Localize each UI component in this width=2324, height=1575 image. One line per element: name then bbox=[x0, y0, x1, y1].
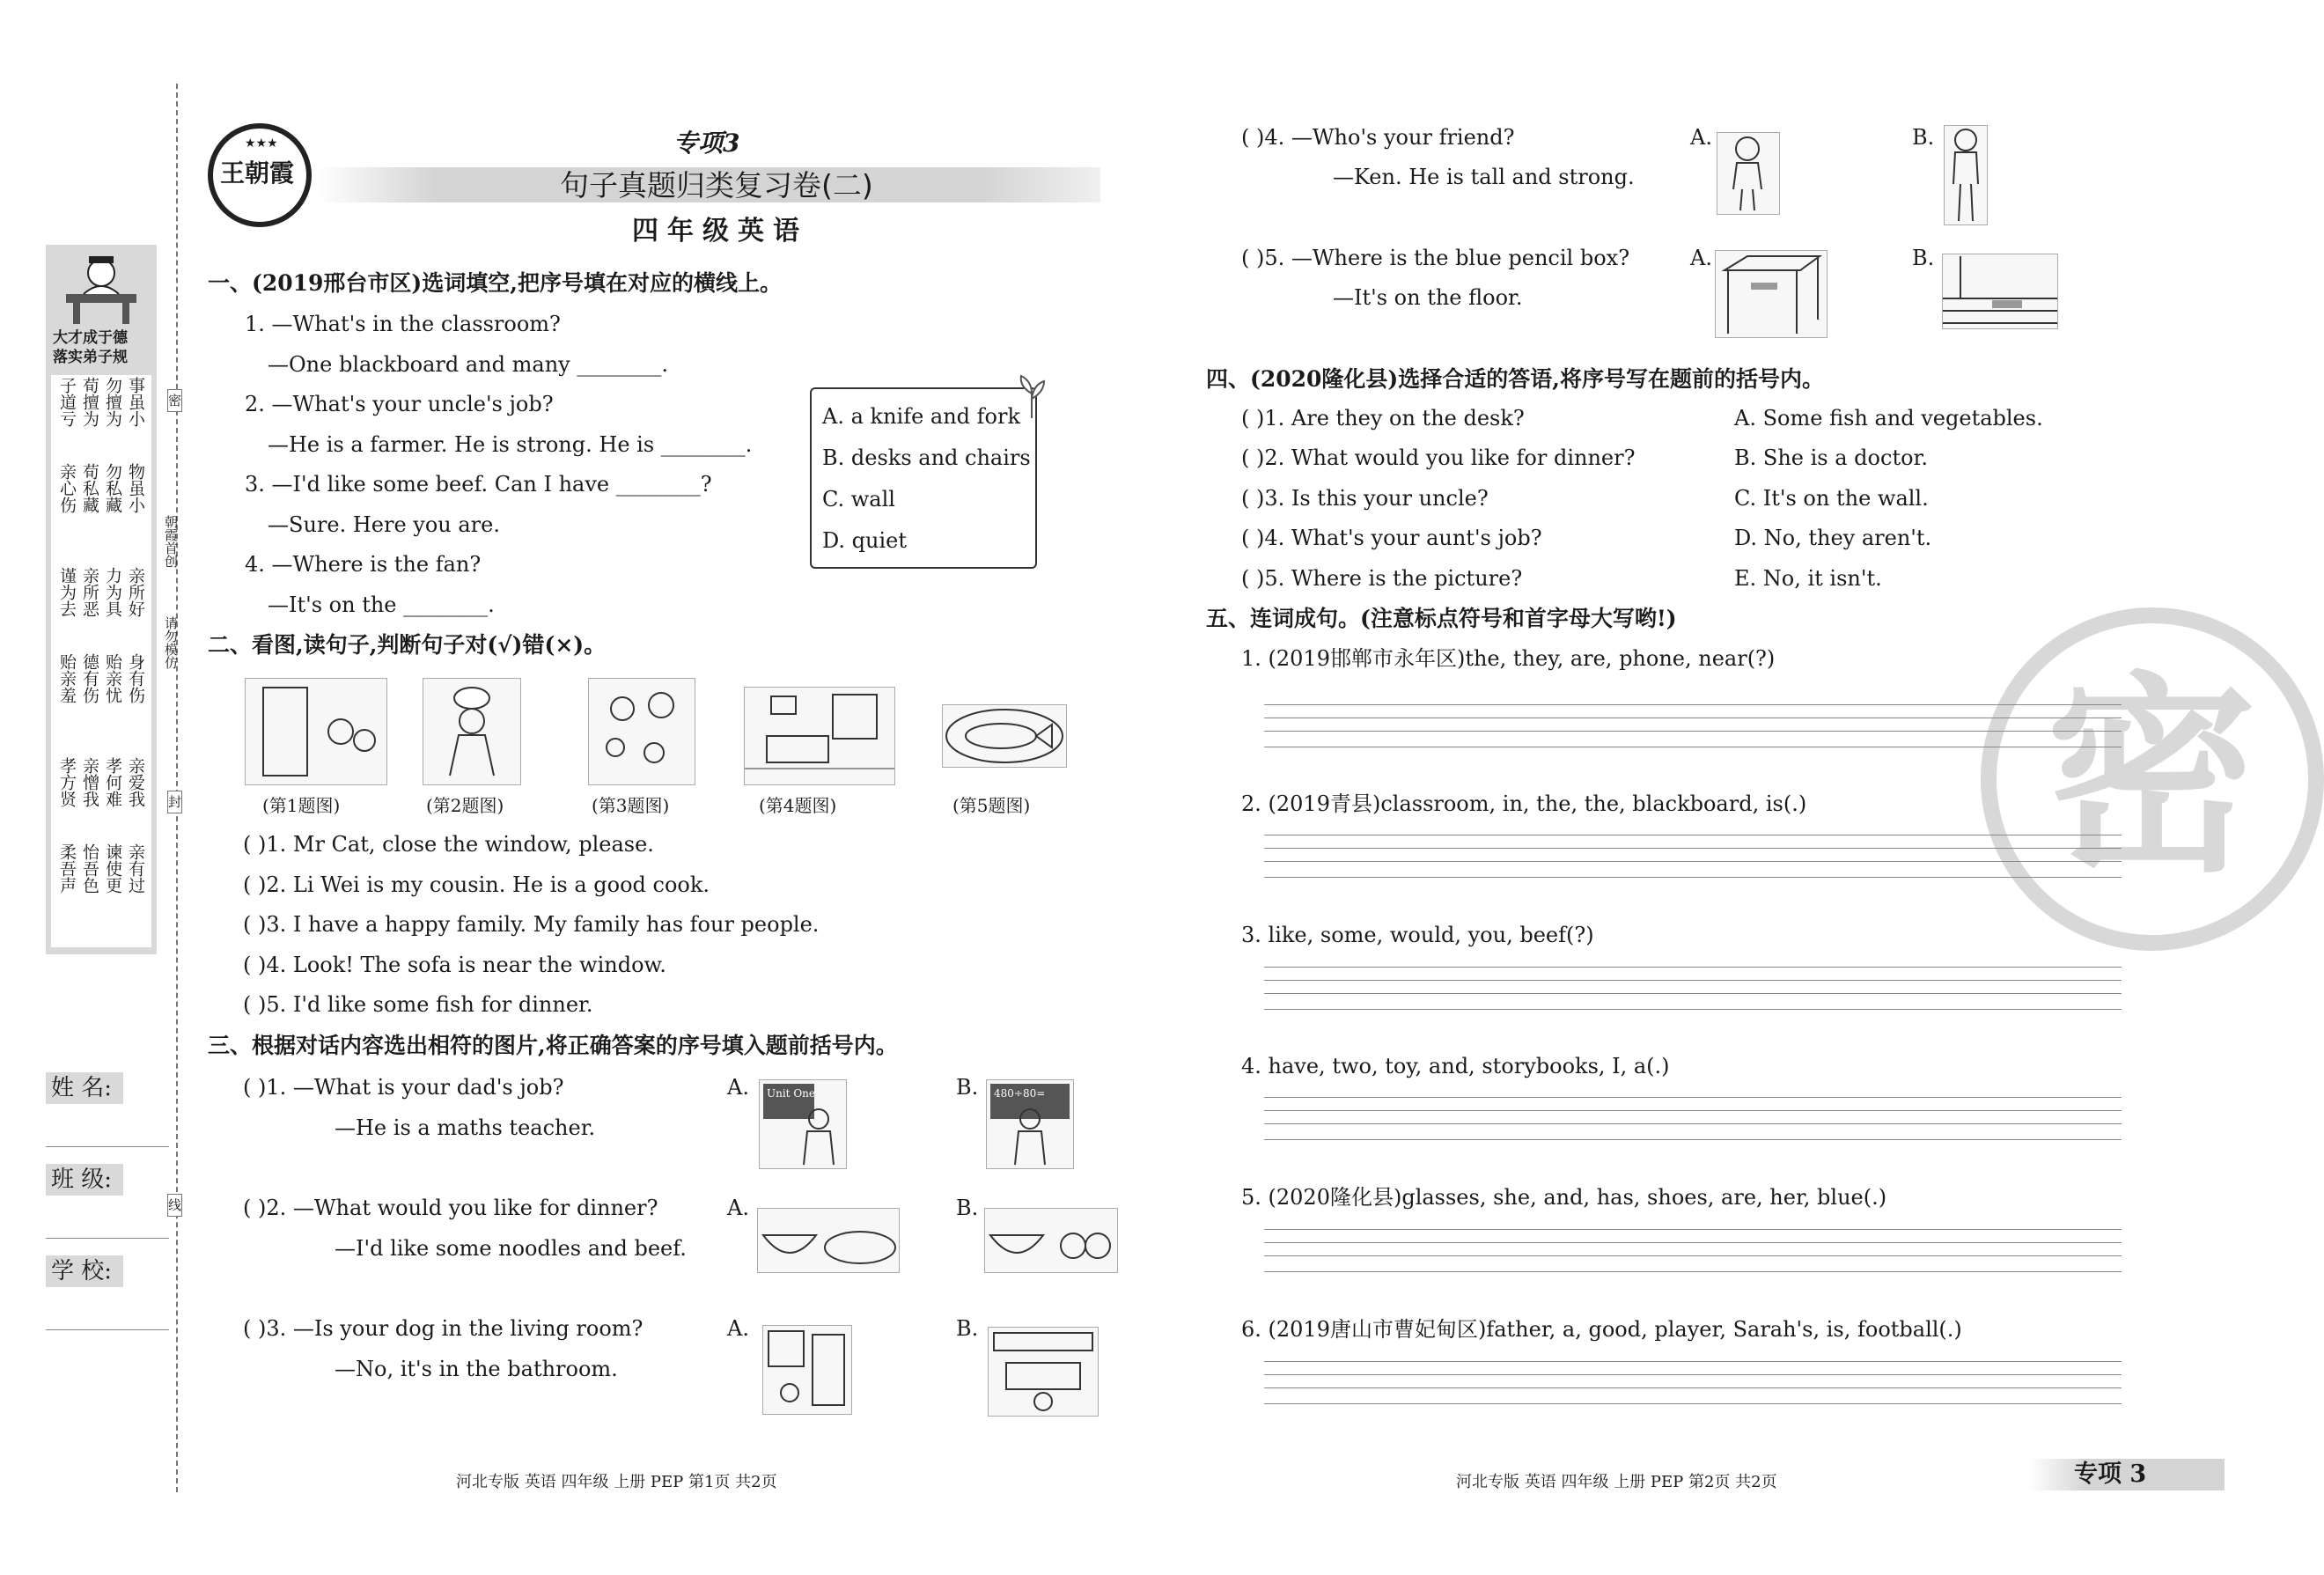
word-bank-option: A. a knife and fork bbox=[822, 404, 1021, 429]
leaf-icon bbox=[1016, 374, 1048, 418]
word-bank-option: D. quiet bbox=[822, 528, 907, 553]
s1-line: 4. —Where is the fan? bbox=[245, 552, 482, 577]
logo-stars: ★★★ bbox=[245, 136, 278, 151]
answer-line[interactable] bbox=[1264, 1123, 2122, 1124]
picture-caption: (第2题图) bbox=[426, 795, 504, 816]
s1-line: 2. —What's your uncle's job? bbox=[245, 392, 554, 416]
answer-line[interactable] bbox=[1264, 993, 2122, 994]
poem-column: 孝何难 bbox=[103, 757, 122, 807]
section3-heading: 三、根据对话内容选出相符的图片,将正确答案的序号填入题前括号内。 bbox=[208, 1033, 898, 1058]
answer-line[interactable] bbox=[1264, 731, 2122, 732]
answer-line[interactable] bbox=[1264, 1139, 2122, 1140]
poem-column: 勿私藏 bbox=[103, 463, 122, 513]
poem-column: 子道亏 bbox=[57, 377, 77, 427]
poem-column: 亲所恶 bbox=[80, 567, 99, 617]
s4-answer: C. It's on the wall. bbox=[1734, 486, 1929, 511]
section4-heading: 四、(2020隆化县)选择合适的答语,将序号写在题前的括号内。 bbox=[1206, 366, 1824, 392]
notice-text: 朝霞首创 bbox=[163, 515, 179, 568]
s3-option-label: B. bbox=[956, 1196, 979, 1220]
poem-column: 谨为去 bbox=[57, 567, 77, 617]
poem-column: 柔吾声 bbox=[57, 843, 77, 894]
s3-answer: —Ken. He is tall and strong. bbox=[1333, 165, 1635, 189]
poem-column: 力为具 bbox=[103, 567, 122, 617]
answer-line[interactable] bbox=[1264, 1009, 2122, 1010]
poem-column: 亲心伤 bbox=[57, 463, 77, 513]
answer-line[interactable] bbox=[1264, 1271, 2122, 1272]
s3-option-label: A. bbox=[727, 1316, 749, 1341]
footer-right: 河北专版 英语 四年级 上册 PEP 第2页 共2页 bbox=[1456, 1473, 1777, 1491]
s1-line: 3. —I'd like some beef. Can I have ________? bbox=[245, 472, 712, 497]
rice-and-fish-picture[interactable] bbox=[757, 1208, 900, 1273]
answer-line[interactable] bbox=[1264, 1403, 2122, 1404]
answer-line[interactable] bbox=[1264, 1229, 2122, 1230]
logo-text: 王朝霞 bbox=[220, 158, 295, 188]
board-text: 480÷80= bbox=[994, 1087, 1046, 1100]
tall-boy-picture[interactable] bbox=[1944, 125, 1988, 225]
section1-heading: 一、(2019邢台市区)选词填空,把序号填在对应的横线上。 bbox=[208, 270, 782, 296]
word-bank-option: C. wall bbox=[822, 487, 895, 512]
sidebar-motto-panel bbox=[46, 245, 157, 954]
sidebar-motto-line: 落实弟子规 bbox=[53, 349, 128, 366]
s4-answer: E. No, it isn't. bbox=[1734, 566, 1882, 591]
fish-dish-picture bbox=[942, 704, 1067, 768]
answer-line[interactable] bbox=[1264, 704, 2122, 705]
s4-answer: B. She is a doctor. bbox=[1734, 445, 1928, 470]
poem-column: 贻亲忧 bbox=[103, 653, 122, 703]
poem-column: 怡吾色 bbox=[80, 843, 99, 894]
notice-text: 请勿模仿 bbox=[163, 616, 179, 669]
s1-line: 1. —What's in the classroom? bbox=[245, 312, 561, 336]
binding-dashed-line bbox=[176, 84, 178, 1492]
footer-left: 河北专版 英语 四年级 上册 PEP 第1页 共2页 bbox=[456, 1473, 777, 1491]
answer-line[interactable] bbox=[1264, 1255, 2122, 1256]
sidebar-motto-line: 大才成于德 bbox=[53, 329, 128, 347]
sidebar-poem bbox=[53, 377, 151, 949]
main-title: 句子真题归类复习卷(二) bbox=[560, 168, 873, 202]
s3-answer: —It's on the floor. bbox=[1333, 285, 1523, 310]
poem-column: 勿擅为 bbox=[103, 377, 122, 427]
answer-line[interactable] bbox=[1264, 1110, 2122, 1111]
logo-badge bbox=[208, 123, 312, 227]
s3-option-label: B. bbox=[1912, 246, 1935, 270]
family-picture bbox=[588, 678, 695, 785]
s1-line: —He is a farmer. He is strong. He is ________. bbox=[268, 432, 753, 457]
picture-caption: (第3题图) bbox=[592, 795, 670, 816]
s4-question: ( )5. Where is the picture? bbox=[1241, 566, 1523, 591]
section5-heading: 五、连词成句。(注意标点符号和首字母大写哟!) bbox=[1206, 606, 1677, 631]
s5-item: 2. (2019青县)classroom, in, the, the, blackboard, is(.) bbox=[1241, 791, 1807, 816]
answer-line[interactable] bbox=[1264, 1361, 2122, 1362]
subtitle: 四年级英语 bbox=[632, 216, 808, 247]
s2-item: ( )2. Li Wei is my cousin. He is a good cook. bbox=[243, 872, 710, 897]
s4-question: ( )2. What would you like for dinner? bbox=[1241, 445, 1636, 470]
s5-item: 6. (2019唐山市曹妃甸区)father, a, good, player, Sarah's, is, football(.) bbox=[1241, 1317, 1962, 1342]
s2-item: ( )3. I have a happy family. My family has four people. bbox=[243, 912, 820, 937]
answer-line[interactable] bbox=[1264, 1242, 2122, 1243]
s4-question: ( )1. Are they on the desk? bbox=[1241, 406, 1525, 431]
poem-column: 身有伤 bbox=[126, 653, 145, 703]
s3-answer: —I'd like some noodles and beef. bbox=[335, 1236, 687, 1261]
poem-column: 荀擅为 bbox=[80, 377, 99, 427]
s4-question: ( )4. What's your aunt's job? bbox=[1241, 526, 1542, 550]
s3-option-label: A. bbox=[1690, 246, 1712, 270]
s2-item: ( )4. Look! The sofa is near the window. bbox=[243, 953, 666, 977]
chef-picture bbox=[423, 678, 521, 785]
word-bank-option: B. desks and chairs bbox=[822, 445, 1031, 470]
name-label-text: 姓 名: bbox=[51, 1075, 113, 1101]
answer-line[interactable] bbox=[1264, 861, 2122, 862]
s2-item: ( )5. I'd like some fish for dinner. bbox=[243, 992, 593, 1017]
class-label-text: 班 级: bbox=[51, 1167, 113, 1193]
s3-question: ( )2. —What would you like for dinner? bbox=[243, 1196, 658, 1220]
cut-mark: 密 bbox=[167, 389, 182, 412]
s3-answer: —No, it's in the bathroom. bbox=[335, 1357, 618, 1381]
cat-at-window-picture bbox=[245, 678, 387, 785]
bathroom-dog-picture[interactable] bbox=[988, 1327, 1099, 1417]
secret-watermark bbox=[1981, 607, 2324, 951]
s5-item: 3. like, some, would, you, beef(?) bbox=[1241, 923, 1594, 947]
s3-question: ( )5. —Where is the blue pencil box? bbox=[1241, 246, 1630, 270]
answer-line[interactable] bbox=[1264, 1387, 2122, 1388]
s1-line: —One blackboard and many ________. bbox=[268, 352, 668, 377]
s3-answer: —He is a maths teacher. bbox=[335, 1115, 596, 1140]
section2-heading: 二、看图,读句子,判断句子对(√)错(×)。 bbox=[208, 632, 607, 658]
poem-column: 亲所好 bbox=[126, 567, 145, 617]
s3-option-label: B. bbox=[956, 1075, 979, 1100]
board-text: Unit One bbox=[767, 1087, 815, 1100]
poem-column: 事虽小 bbox=[126, 377, 145, 427]
cut-mark: 线 bbox=[167, 1194, 182, 1217]
box-on-floor-picture[interactable] bbox=[1942, 254, 2058, 329]
s3-question: ( )1. —What is your dad's job? bbox=[243, 1075, 564, 1100]
s3-option-label: A. bbox=[1690, 125, 1712, 150]
watermark-glyph: 密 bbox=[2046, 654, 2258, 901]
school-field[interactable] bbox=[46, 1329, 169, 1330]
special-label: 专项3 bbox=[673, 129, 740, 158]
answer-line[interactable] bbox=[1264, 877, 2122, 878]
picture-caption: (第4题图) bbox=[759, 795, 837, 816]
living-room-dog-picture[interactable] bbox=[762, 1325, 852, 1415]
poem-column: 谏使更 bbox=[103, 843, 122, 894]
cut-mark: 封 bbox=[167, 791, 182, 813]
living-room-picture bbox=[744, 687, 895, 785]
picture-caption: (第5题图) bbox=[952, 795, 1031, 816]
page-tag: 专项 3 bbox=[2074, 1461, 2147, 1488]
s4-question: ( )3. Is this your uncle? bbox=[1241, 486, 1489, 511]
poem-column: 荀私藏 bbox=[80, 463, 99, 513]
s2-item: ( )1. Mr Cat, close the window, please. bbox=[243, 832, 654, 857]
box-on-desk-picture[interactable] bbox=[1715, 250, 1828, 338]
s5-item: 4. have, two, toy, and, storybooks, I, a(.) bbox=[1241, 1054, 1670, 1078]
name-field[interactable] bbox=[46, 1146, 169, 1147]
answer-line[interactable] bbox=[1264, 967, 2122, 968]
poem-column: 德有伤 bbox=[80, 653, 99, 703]
answer-line[interactable] bbox=[1264, 848, 2122, 849]
poem-column: 贻亲羞 bbox=[57, 653, 77, 703]
s3-question: ( )3. —Is your dog in the living room? bbox=[243, 1316, 644, 1341]
poem-column: 物虽小 bbox=[126, 463, 145, 513]
scholar-illustration bbox=[57, 252, 145, 328]
poem-column: 孝方贤 bbox=[57, 757, 77, 807]
noodles-and-beef-picture[interactable] bbox=[984, 1208, 1118, 1273]
english-teacher-picture[interactable] bbox=[759, 1079, 847, 1169]
s1-line: —Sure. Here you are. bbox=[268, 512, 500, 537]
answer-line[interactable] bbox=[1264, 1097, 2122, 1098]
s5-item: 5. (2020隆化县)glasses, she, and, has, shoes, are, her, blue(.) bbox=[1241, 1185, 1887, 1210]
s1-line: —It's on the ________. bbox=[268, 592, 495, 617]
s3-option-label: B. bbox=[1912, 125, 1935, 150]
s4-answer: D. No, they aren't. bbox=[1734, 526, 1932, 550]
answer-line[interactable] bbox=[1264, 980, 2122, 981]
class-field[interactable] bbox=[46, 1238, 169, 1239]
s5-item: 1. (2019邯郸市永年区)the, they, are, phone, near(?) bbox=[1241, 646, 1776, 671]
poem-column: 亲爱我 bbox=[126, 757, 145, 807]
school-label-text: 学 校: bbox=[51, 1258, 113, 1284]
maths-teacher-picture[interactable] bbox=[986, 1079, 1074, 1169]
s3-question: ( )4. —Who's your friend? bbox=[1241, 125, 1515, 150]
s3-option-label: A. bbox=[727, 1196, 749, 1220]
poem-column: 亲有过 bbox=[126, 843, 145, 894]
poem-column: 亲憎我 bbox=[80, 757, 99, 807]
short-boy-picture[interactable] bbox=[1717, 132, 1780, 215]
s3-option-label: A. bbox=[727, 1075, 749, 1100]
s3-option-label: B. bbox=[956, 1316, 979, 1341]
s4-answer: A. Some fish and vegetables. bbox=[1734, 406, 2043, 431]
word-bank-box bbox=[810, 387, 1037, 569]
picture-caption: (第1题图) bbox=[262, 795, 341, 816]
answer-line[interactable] bbox=[1264, 1374, 2122, 1375]
